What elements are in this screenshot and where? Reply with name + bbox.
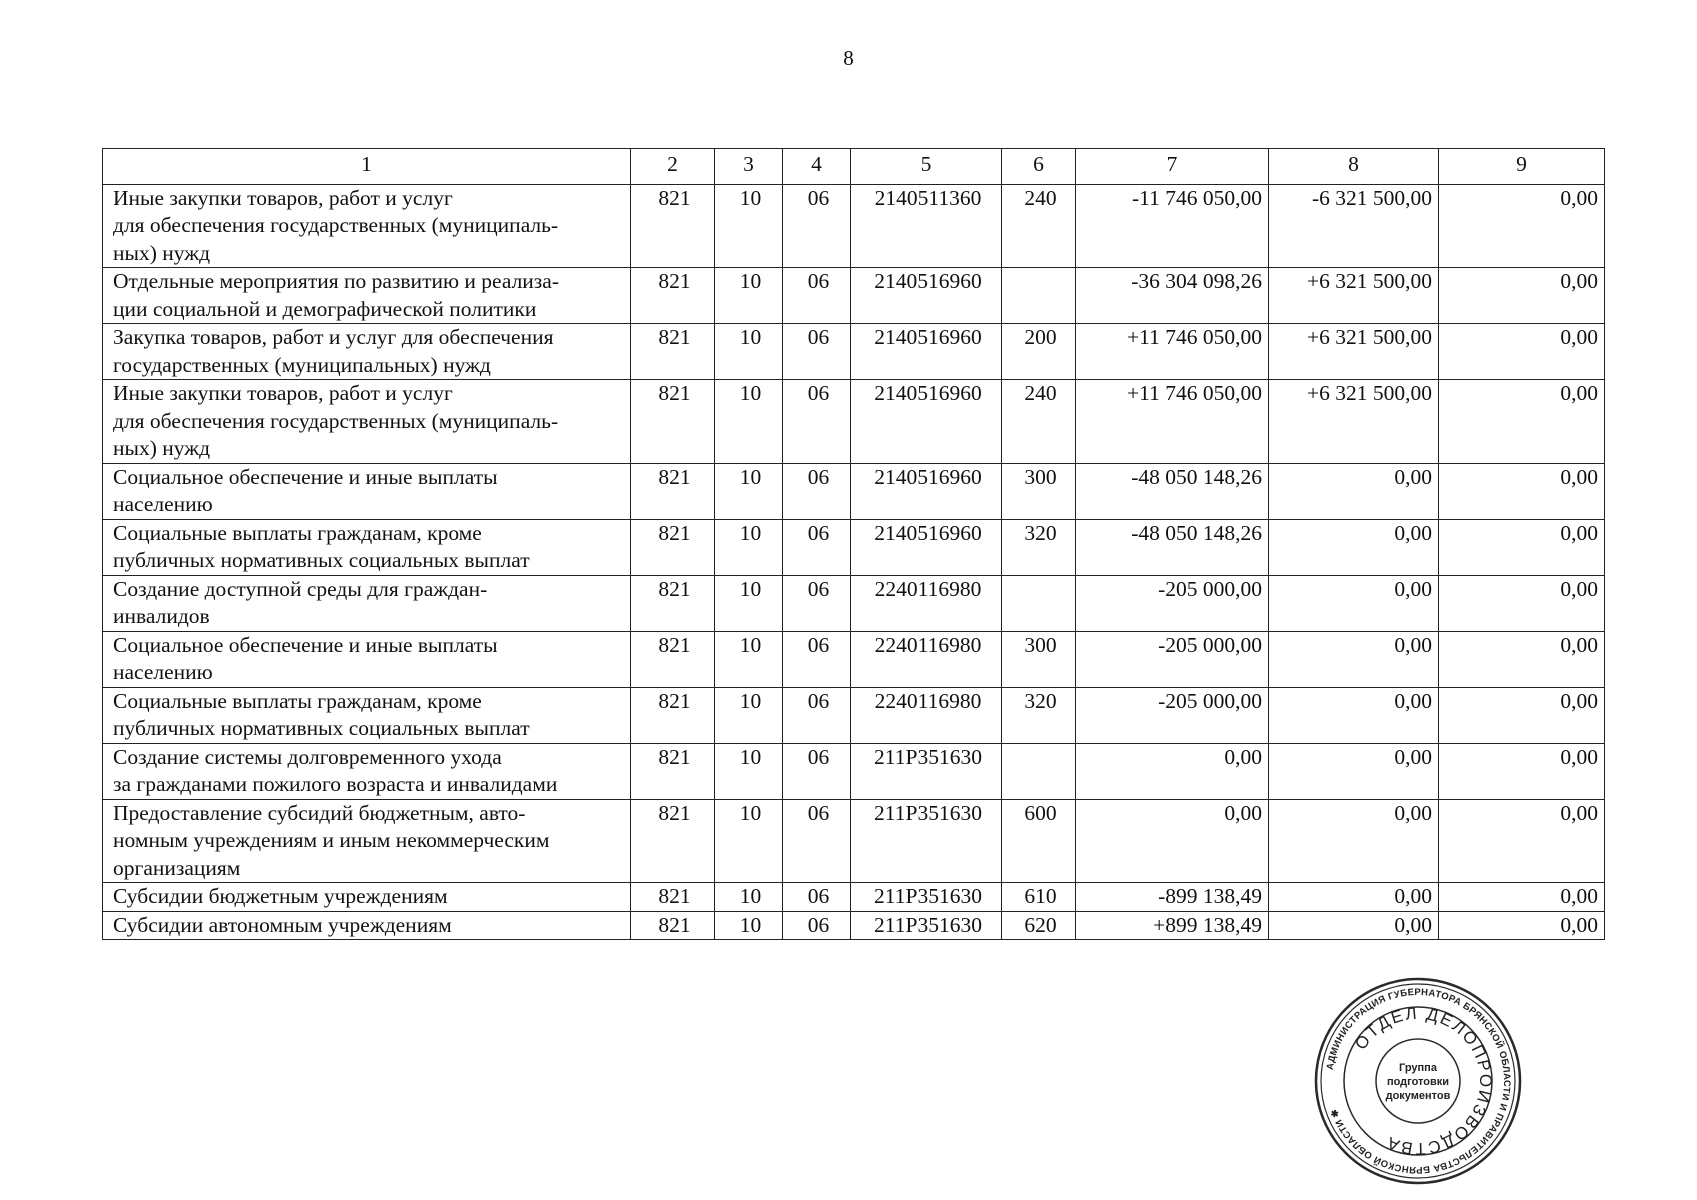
table-row (103, 184, 1605, 268)
section-cell: 10 (715, 911, 783, 940)
subsection-cell: 06 (783, 519, 851, 575)
stamp-middle-text: ОТДЕЛ ДЕЛОПРОИЗВОДСТВА (1351, 1003, 1496, 1159)
row-name-cell (103, 911, 631, 940)
row-name-cell (103, 268, 631, 324)
table-row (103, 268, 1605, 324)
amount-cell: -899 138,49 (1076, 883, 1269, 912)
target-article-cell: 2240116980 (851, 631, 1002, 687)
row-name-line: Социальные выплаты гражданам, кроме (113, 688, 482, 713)
expense-type-cell (1002, 268, 1076, 324)
table-row (103, 324, 1605, 380)
column-header: 4 (783, 149, 851, 185)
amount-cell: -205 000,00 (1076, 687, 1269, 743)
row-name-cell (103, 743, 631, 799)
table-row (103, 575, 1605, 631)
code-cell: 821 (631, 324, 715, 380)
section-cell: 10 (715, 519, 783, 575)
table-row (103, 883, 1605, 912)
table-row (103, 631, 1605, 687)
expense-type-cell: 320 (1002, 519, 1076, 575)
subsection-cell: 06 (783, 743, 851, 799)
row-name-line: Создание доступной среды для граждан- (113, 576, 488, 601)
target-article-cell: 2240116980 (851, 575, 1002, 631)
target-article-cell: 211P351630 (851, 911, 1002, 940)
target-article-cell: 2240116980 (851, 687, 1002, 743)
column-header: 1 (103, 149, 631, 185)
row-name-cell (103, 799, 631, 883)
row-name-line: публичных нормативных социальных выплат (113, 716, 530, 740)
code-cell: 821 (631, 631, 715, 687)
table-row (103, 799, 1605, 883)
row-name-line: Отдельные мероприятия по развитию и реализа- (113, 269, 559, 293)
row-name-line: инвалидов (113, 604, 210, 628)
amount-cell: 0,00 (1269, 463, 1439, 519)
target-article-cell: 2140516960 (851, 324, 1002, 380)
budget-table (102, 148, 1605, 940)
row-name-line: публичных нормативных социальных выплат (113, 548, 530, 572)
amount-cell: -48 050 148,26 (1076, 463, 1269, 519)
target-article-cell: 2140516960 (851, 463, 1002, 519)
row-name-cell (103, 324, 631, 380)
section-cell: 10 (715, 575, 783, 631)
column-header: 5 (851, 149, 1002, 185)
table-body (103, 184, 1605, 940)
code-cell: 821 (631, 268, 715, 324)
row-name-line: Субсидии автономным учреждениям (113, 912, 452, 937)
subsection-cell: 06 (783, 687, 851, 743)
row-name-line: ных) нужд (113, 436, 211, 460)
amount-cell: +11 746 050,00 (1076, 380, 1269, 464)
target-article-cell: 2140516960 (851, 268, 1002, 324)
expense-type-cell: 610 (1002, 883, 1076, 912)
row-name-line: Иные закупки товаров, работ и услуг (113, 381, 453, 405)
row-name-line: Социальные выплаты гражданам, кроме (113, 520, 482, 545)
column-header: 3 (715, 149, 783, 185)
subsection-cell: 06 (783, 575, 851, 631)
section-cell: 10 (715, 380, 783, 464)
expense-type-cell (1002, 743, 1076, 799)
table-row (103, 380, 1605, 464)
amount-cell: +6 321 500,00 (1269, 268, 1439, 324)
row-name-cell (103, 519, 631, 575)
amount-cell: 0,00 (1076, 743, 1269, 799)
row-name-line: Предоставление субсидий бюджетным, авто- (113, 800, 526, 825)
amount-cell: 0,00 (1439, 575, 1605, 631)
column-header: 7 (1076, 149, 1269, 185)
amount-cell: -36 304 098,26 (1076, 268, 1269, 324)
column-header: 2 (631, 149, 715, 185)
row-name-cell (103, 687, 631, 743)
code-cell: 821 (631, 380, 715, 464)
target-article-cell: 2140516960 (851, 519, 1002, 575)
stamp-center-line: подготовки (1386, 1076, 1450, 1088)
expense-type-cell: 200 (1002, 324, 1076, 380)
row-name-cell (103, 380, 631, 464)
expense-type-cell: 300 (1002, 631, 1076, 687)
amount-cell: -48 050 148,26 (1076, 519, 1269, 575)
table-row (103, 743, 1605, 799)
column-header: 6 (1002, 149, 1076, 185)
section-cell: 10 (715, 799, 783, 883)
expense-type-cell: 600 (1002, 799, 1076, 883)
amount-cell: 0,00 (1269, 631, 1439, 687)
stamp-outer-text: АДМИНИСТРАЦИЯ ГУБЕРНАТОРА БРЯНСКОЙ ОБЛАСТИ И ПРАВИТЕЛЬСТВА БРЯНСКОЙ ОБЛАСТИ ✱ (1324, 986, 1513, 1176)
subsection-cell: 06 (783, 911, 851, 940)
subsection-cell: 06 (783, 463, 851, 519)
stamp-seal-graphic (1312, 975, 1524, 1187)
amount-cell: 0,00 (1439, 631, 1605, 687)
row-name-line: Иные закупки товаров, работ и услуг (113, 185, 453, 210)
subsection-cell: 06 (783, 324, 851, 380)
row-name-line: Социальное обеспечение и иные выплаты (113, 464, 498, 489)
subsection-cell: 06 (783, 184, 851, 268)
amount-cell: 0,00 (1439, 184, 1605, 268)
section-cell: 10 (715, 184, 783, 268)
row-name-cell (103, 883, 631, 912)
code-cell: 821 (631, 911, 715, 940)
row-name-line: для обеспечения государственных (муниципаль- (113, 213, 559, 237)
column-header: 9 (1439, 149, 1605, 185)
section-cell: 10 (715, 463, 783, 519)
subsection-cell: 06 (783, 380, 851, 464)
target-article-cell: 211P351630 (851, 799, 1002, 883)
amount-cell: 0,00 (1439, 883, 1605, 912)
code-cell: 821 (631, 575, 715, 631)
amount-cell: 0,00 (1269, 687, 1439, 743)
table-header-row (103, 149, 1605, 185)
row-name-line: Субсидии бюджетным учреждениям (113, 884, 448, 908)
code-cell: 821 (631, 883, 715, 912)
target-article-cell: 211P351630 (851, 743, 1002, 799)
subsection-cell: 06 (783, 631, 851, 687)
office-stamp (1312, 975, 1524, 1187)
section-cell: 10 (715, 268, 783, 324)
section-cell: 10 (715, 631, 783, 687)
amount-cell: 0,00 (1269, 575, 1439, 631)
section-cell: 10 (715, 743, 783, 799)
row-name-cell (103, 575, 631, 631)
amount-cell: 0,00 (1269, 519, 1439, 575)
row-name-line: ных) нужд (113, 240, 211, 265)
target-article-cell: 2140511360 (851, 184, 1002, 268)
expense-type-cell: 320 (1002, 687, 1076, 743)
amount-cell: +6 321 500,00 (1269, 380, 1439, 464)
table-row (103, 463, 1605, 519)
page-number: 8 (843, 46, 854, 70)
row-name-line: номным учреждениям и иным некоммерческим (113, 828, 550, 852)
target-article-cell: 211P351630 (851, 883, 1002, 912)
table-row (103, 687, 1605, 743)
amount-cell: 0,00 (1439, 743, 1605, 799)
row-name-cell (103, 631, 631, 687)
amount-cell: 0,00 (1439, 463, 1605, 519)
amount-cell: 0,00 (1439, 268, 1605, 324)
code-cell: 821 (631, 687, 715, 743)
expense-type-cell: 300 (1002, 463, 1076, 519)
row-name-line: населению (113, 660, 213, 684)
subsection-cell: 06 (783, 268, 851, 324)
section-cell: 10 (715, 883, 783, 912)
column-header: 8 (1269, 149, 1439, 185)
amount-cell: -6 321 500,00 (1269, 184, 1439, 268)
stamp-center-line: Группа (1399, 1062, 1437, 1074)
row-name-line: населению (113, 492, 213, 516)
code-cell: 821 (631, 743, 715, 799)
amount-cell: 0,00 (1269, 743, 1439, 799)
row-name-line: Закупка товаров, работ и услуг для обеспечения (113, 325, 554, 349)
expense-type-cell (1002, 575, 1076, 631)
amount-cell: 0,00 (1269, 883, 1439, 912)
expense-type-cell: 240 (1002, 184, 1076, 268)
amount-cell: -205 000,00 (1076, 575, 1269, 631)
row-name-line: за гражданами пожилого возраста и инвалидами (113, 772, 558, 796)
row-name-cell (103, 463, 631, 519)
amount-cell: +6 321 500,00 (1269, 324, 1439, 380)
expense-type-cell: 620 (1002, 911, 1076, 940)
table-row (103, 911, 1605, 940)
code-cell: 821 (631, 463, 715, 519)
amount-cell: +11 746 050,00 (1076, 324, 1269, 380)
table-row (103, 519, 1605, 575)
row-name-cell (103, 184, 631, 268)
amount-cell: 0,00 (1439, 324, 1605, 380)
section-cell: 10 (715, 324, 783, 380)
amount-cell: 0,00 (1439, 380, 1605, 464)
row-name-line: государственных (муниципальных) нужд (113, 352, 491, 377)
row-name-line: Социальное обеспечение и иные выплаты (113, 632, 498, 657)
amount-cell: +899 138,49 (1076, 911, 1269, 940)
row-name-line: для обеспечения государственных (муниципаль- (113, 408, 559, 433)
amount-cell: 0,00 (1269, 911, 1439, 940)
amount-cell: -11 746 050,00 (1076, 184, 1269, 268)
code-cell: 821 (631, 799, 715, 883)
amount-cell: 0,00 (1076, 799, 1269, 883)
amount-cell: 0,00 (1269, 799, 1439, 883)
amount-cell: 0,00 (1439, 519, 1605, 575)
row-name-line: Создание системы долговременного ухода (113, 744, 502, 769)
row-name-line: организациям (113, 855, 241, 880)
stamp-center-line: документов (1385, 1090, 1451, 1102)
row-name-line: ции социальной и демографической политики (113, 296, 537, 321)
amount-cell: 0,00 (1439, 687, 1605, 743)
amount-cell: 0,00 (1439, 799, 1605, 883)
code-cell: 821 (631, 184, 715, 268)
amount-cell: -205 000,00 (1076, 631, 1269, 687)
target-article-cell: 2140516960 (851, 380, 1002, 464)
subsection-cell: 06 (783, 883, 851, 912)
amount-cell: 0,00 (1439, 911, 1605, 940)
subsection-cell: 06 (783, 799, 851, 883)
expense-type-cell: 240 (1002, 380, 1076, 464)
code-cell: 821 (631, 519, 715, 575)
section-cell: 10 (715, 687, 783, 743)
